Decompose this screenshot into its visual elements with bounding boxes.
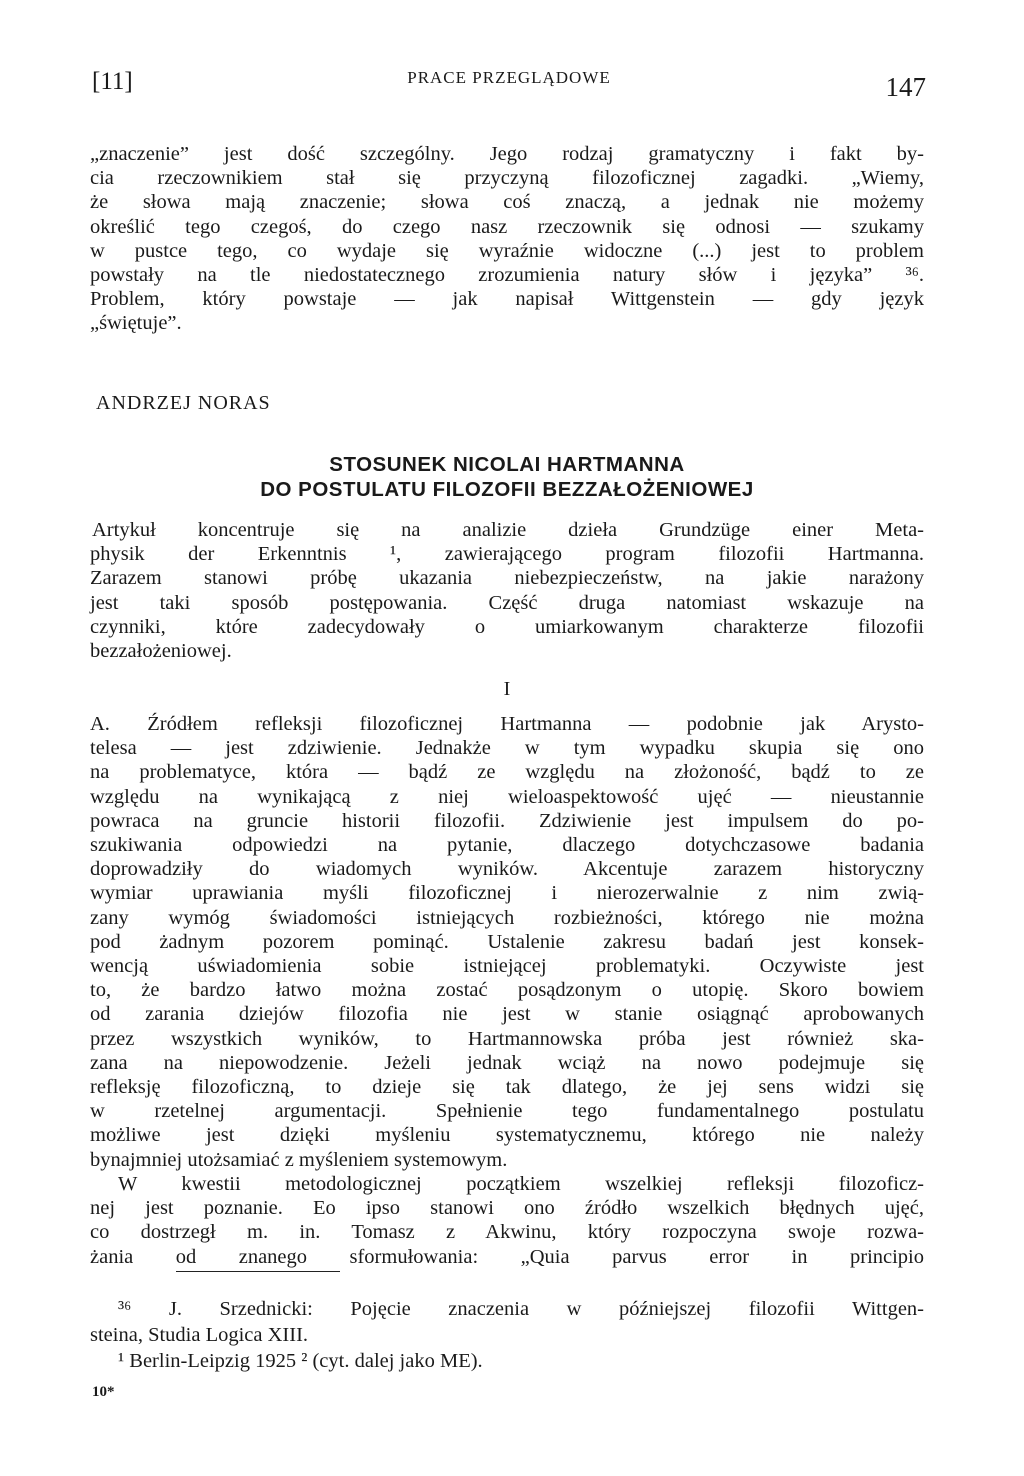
- text-line: wymiar uprawiania myśli filozoficznej i nierozerwalnie z nim zwią-: [90, 882, 924, 905]
- text-line: refleksję filozoficzną, to dzieje się tak dlatego, że jej sens widzi się: [90, 1076, 924, 1099]
- text-line: wencją uświadomienia sobie istniejącej problematyki. Oczywiste jest: [90, 955, 924, 978]
- article-author: ANDRZEJ NORAS: [96, 392, 271, 414]
- text-line: że słowa mają znaczenie; słowa coś znaczą, a jednak nie możemy: [90, 191, 924, 214]
- article-title: [90, 452, 924, 502]
- title-line: DO POSTULATU FILOZOFII BEZZAŁOŻENIOWEJ: [260, 478, 754, 501]
- text-line: A. Źródłem refleksji filozoficznej Hartmanna — podobnie jak Arysto-: [90, 713, 924, 735]
- running-title: PRACE PRZEGLĄDOWE: [407, 68, 611, 87]
- text-line: zana na niepowodzenie. Jeżeli jednak wciąż na nowo podejmuje się: [90, 1051, 924, 1074]
- footnote-line: ¹ Berlin-Leipzig 1925 ² (cyt. dalej jako ME).: [118, 1350, 483, 1372]
- text-line: Problem, który powstaje — jak napisał Wittgenstein — gdy język: [90, 288, 924, 311]
- footnote-1: [90, 1348, 924, 1374]
- section-heading: I: [503, 678, 511, 700]
- text-line: na problematyce, która — bądź ze względu na złożoność, bądź to ze: [90, 761, 924, 784]
- text-line: doprowadziły do wiadomych wyników. Akcentuje zarazem historyczny: [90, 858, 924, 881]
- text-line: w rzetelnej argumentacji. Spełnienie tego fundamentalnego postulatu: [90, 1100, 924, 1123]
- text-line: zany wymóg świadomości istniejących rozbieżności, którego nie można: [90, 906, 924, 929]
- signature-mark: 10*: [92, 1384, 115, 1400]
- footnote-36: [90, 1296, 924, 1348]
- text-line: physik der Erkenntnis ¹, zawierającego program filozofii Hartmanna.: [90, 543, 924, 566]
- text-line: przez wszystkich wyników, to Hartmannowska próba jest również ska-: [90, 1027, 924, 1050]
- text-line: żania od znanego sformułowania: „Quia parvus error in principio: [90, 1245, 924, 1268]
- text-line: powraca na gruncie historii filozofii. Zdziwienie jest impulsem do po-: [90, 809, 924, 832]
- body-paragraph-1: [90, 712, 924, 1172]
- text-line: bezzałożeniowej.: [90, 640, 232, 663]
- text-line: cia rzeczownikiem stał się przyczyną filozoficznej zagadki. „Wiemy,: [90, 167, 924, 190]
- page-number: 147: [885, 72, 926, 102]
- footnote-line: ³⁶ J. Srzednicki: Pojęcie znaczenia w późniejszej filozofii Wittgen-: [118, 1298, 924, 1320]
- page-header: [92, 64, 926, 100]
- text-line: od zarania dziejów filozofia nie jest w stanie osiągnąć aprobowanych: [90, 1003, 924, 1026]
- text-line: Artykuł koncentruje się na analizie dzieła Grundzüge einer Meta-: [92, 519, 924, 541]
- intro-paragraph: [90, 142, 924, 336]
- text-line: czynniki, które zadecydowały o umiarkowanym charakterze filozofii: [90, 615, 924, 638]
- body-paragraph-2: [90, 1172, 924, 1269]
- text-line: „znaczenie” jest dość szczególny. Jego rodzaj gramatyczny i fakt by-: [90, 143, 924, 165]
- footnote-divider: [176, 1271, 340, 1272]
- text-line: powstały na tle niedostatecznego zrozumienia natury słów i języka” ³⁶.: [90, 264, 924, 287]
- text-line: Zarazem stanowi próbę ukazania niebezpieczeństw, na jakie narażony: [90, 567, 924, 590]
- text-line: możliwe jest dzięki myśleniu systematycznemu, którego nie należy: [90, 1124, 924, 1147]
- text-line: nej jest poznanie. Eo ipso stanowi ono źródło wszelkich błędnych ujęć,: [90, 1197, 924, 1220]
- text-line: W kwestii metodologicznej początkiem wszelkiej refleksji filozoficz-: [118, 1173, 924, 1195]
- text-line: jest taki sposób postępowania. Część druga natomiast wskazuje na: [90, 591, 924, 614]
- abstract-paragraph: [90, 518, 924, 663]
- text-line: szukiwania odpowiedzi na pytanie, dlaczego dotychczasowe badania: [90, 834, 924, 857]
- text-line: bynajmniej utożsamiać z myśleniem systemowym.: [90, 1148, 508, 1171]
- title-line: STOSUNEK NICOLAI HARTMANNA: [329, 453, 685, 476]
- text-line: telesa — jest zdziwienie. Jednakże w tym wypadku skupia się ono: [90, 737, 924, 760]
- text-line: „świętuje”.: [90, 312, 182, 335]
- text-line: określić tego czegoś, do czego nasz rzeczownik się odnosi — szukamy: [90, 215, 924, 238]
- text-line: co dostrzegł m. in. Tomasz z Akwinu, który rozpoczyna swoje rozwa-: [90, 1221, 924, 1244]
- section-number: [11]: [92, 68, 133, 95]
- footnote-line: steina, Studia Logica XIII.: [90, 1324, 309, 1346]
- text-line: względu na wynikającą z niej wieloaspektowość ujęć — nieustannie: [90, 785, 924, 808]
- text-line: w pustce tego, co wydaje się wyraźnie widoczne (...) jest to problem: [90, 239, 924, 262]
- text-line: pod żadnym pozorem pominąć. Ustalenie zakresu badań jest konsek-: [90, 930, 924, 953]
- text-line: to, że bardzo łatwo można zostać posądzonym o utopię. Skoro bowiem: [90, 979, 924, 1002]
